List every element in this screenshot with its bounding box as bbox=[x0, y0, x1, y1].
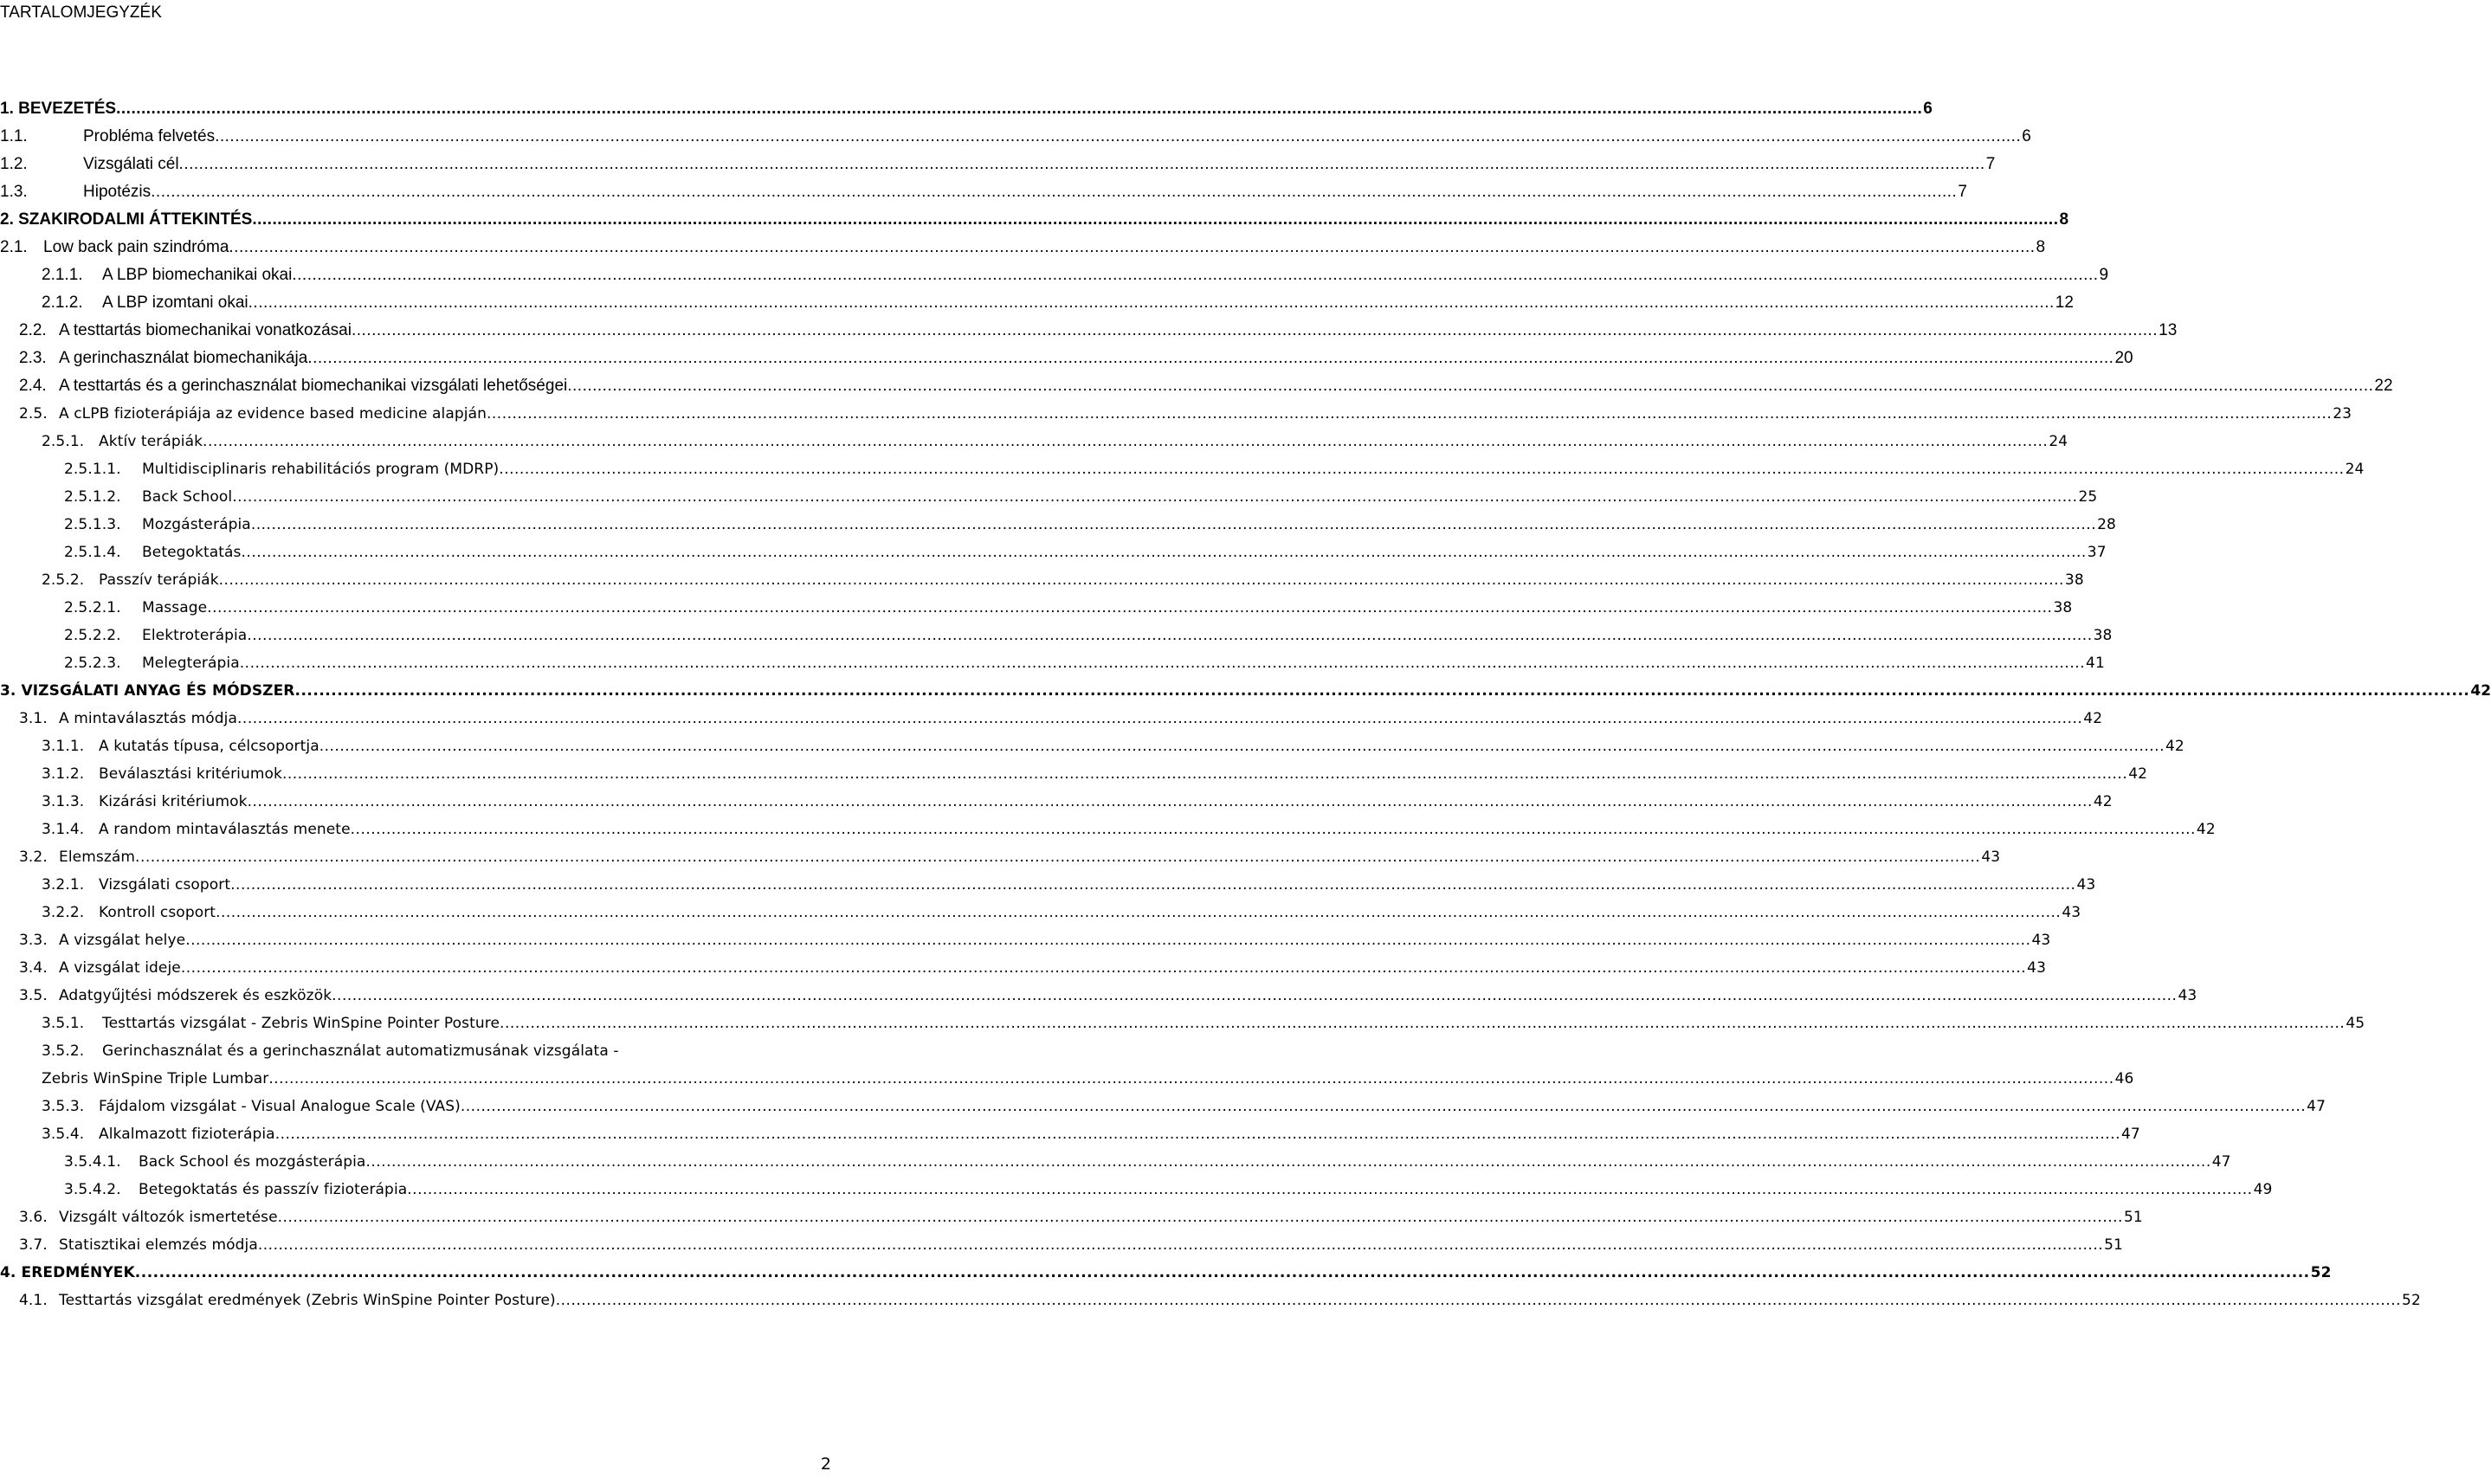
toc-entry-page: 7 bbox=[1985, 155, 1996, 173]
page-title: TARTALOMJEGYZÉK bbox=[0, 3, 162, 22]
toc-entry-page: 43 bbox=[2027, 959, 2046, 977]
toc-entry-title: Testtartás vizsgálat - Zebris WinSpine Pointer Posture bbox=[102, 1015, 500, 1032]
toc-entry-page: 25 bbox=[2078, 488, 2098, 506]
toc-dot-leader bbox=[116, 100, 1922, 119]
toc-dot-leader bbox=[232, 488, 2077, 506]
toc-entry-number: 2.2. bbox=[19, 321, 47, 339]
toc-entry-number: 3.3. bbox=[19, 932, 48, 949]
toc-entry-title: A mintaválasztás módja bbox=[59, 710, 238, 727]
toc-entry-title: A vizsgálat ideje bbox=[59, 959, 181, 977]
toc-entry-number: 2.5.2. bbox=[42, 571, 85, 589]
toc-entry[interactable] bbox=[42, 566, 2084, 594]
toc-entry[interactable] bbox=[0, 178, 1967, 206]
toc-entry-title: Vizsgálati cél bbox=[83, 155, 179, 173]
toc-dot-leader bbox=[215, 127, 2021, 146]
toc-entry[interactable] bbox=[19, 317, 2178, 345]
toc-entry-number: 3.5.4.2. bbox=[64, 1181, 121, 1198]
toc-dot-leader bbox=[216, 904, 2061, 921]
toc-entry-page: 13 bbox=[2159, 321, 2178, 339]
toc-entry-number: 2.5.2.1. bbox=[64, 599, 121, 616]
toc-entry[interactable] bbox=[64, 455, 2365, 483]
toc-dot-leader bbox=[251, 516, 2096, 533]
toc-entry-title: Fájdalom vizsgálat - Visual Analogue Scale (VAS) bbox=[99, 1098, 461, 1115]
toc-entry-page: 43 bbox=[2031, 932, 2051, 949]
toc-dot-leader bbox=[487, 405, 2332, 423]
toc-entry-page: 52 bbox=[2402, 1292, 2421, 1309]
toc-entry-page: 8 bbox=[2036, 238, 2046, 256]
toc-entry[interactable] bbox=[0, 123, 2031, 151]
toc-entry[interactable] bbox=[0, 234, 2046, 261]
toc-entry-title: Low back pain szindróma bbox=[43, 238, 229, 256]
toc-dot-leader bbox=[499, 461, 2344, 478]
toc-entry-number: 3.2. bbox=[19, 848, 48, 866]
toc-entry[interactable] bbox=[42, 816, 2216, 843]
toc-entry[interactable] bbox=[42, 760, 2148, 788]
toc-entry[interactable] bbox=[19, 982, 2197, 1010]
toc-entry-number: 3.5.4.1. bbox=[64, 1153, 121, 1171]
toc-entry-page: 42 bbox=[2470, 682, 2491, 700]
toc-entry-page: 23 bbox=[2333, 405, 2352, 423]
toc-dot-leader bbox=[461, 1098, 2306, 1115]
toc-entry-page: 20 bbox=[2114, 349, 2133, 367]
toc-entry-title: Probléma felvetés bbox=[83, 127, 216, 145]
toc-entry-number: 3.2.2. bbox=[42, 904, 85, 921]
toc-dot-leader bbox=[181, 959, 2026, 977]
toc-entry-title: Kontroll csoport bbox=[99, 904, 216, 921]
toc-entry-number: 3.1.2. bbox=[42, 765, 85, 783]
toc-dot-leader bbox=[295, 682, 2470, 700]
toc-entry-page: 47 bbox=[2307, 1098, 2326, 1115]
toc-entry-page: 24 bbox=[2049, 433, 2068, 450]
toc-entry[interactable] bbox=[0, 1259, 2332, 1287]
toc-dot-leader bbox=[319, 738, 2165, 755]
toc-entry-number: 2.1.1. bbox=[42, 266, 83, 284]
toc-dot-leader bbox=[151, 183, 1957, 202]
toc-entry-number: 1.2. bbox=[0, 155, 28, 173]
toc-entry-number: 3.4. bbox=[19, 959, 48, 977]
toc-entry[interactable] bbox=[42, 1010, 2365, 1037]
toc-entry-page: 41 bbox=[2086, 655, 2105, 672]
toc-entry-number: 3.5.2. bbox=[42, 1042, 85, 1060]
toc-dot-leader bbox=[278, 1209, 2123, 1226]
toc-entry-page: 47 bbox=[2120, 1126, 2140, 1143]
toc-entry[interactable] bbox=[64, 594, 2073, 622]
toc-entry-number: 2.5.1.2. bbox=[64, 488, 121, 506]
toc-dot-leader bbox=[229, 238, 2035, 257]
toc-entry[interactable] bbox=[19, 1231, 2123, 1259]
toc-entry-title: Alkalmazott fizioterápia bbox=[99, 1126, 275, 1143]
toc-dot-leader bbox=[332, 987, 2177, 1004]
toc-entry-number: 3.5.4. bbox=[42, 1126, 85, 1143]
toc-entry-number: 2.5.1.3. bbox=[64, 516, 121, 533]
toc-entry[interactable] bbox=[0, 151, 1996, 178]
toc-entry-number: 4.1. bbox=[19, 1292, 48, 1309]
toc-entry-title: Adatgyűjtési módszerek és eszközök bbox=[59, 987, 332, 1004]
toc-dot-leader bbox=[135, 1264, 2310, 1281]
toc-entry-number: 2.5.1.1. bbox=[64, 461, 121, 478]
toc-entry-number: 2.3. bbox=[19, 349, 47, 367]
toc-entry-number: 2.1. bbox=[0, 238, 28, 256]
toc-entry-title: Testtartás vizsgálat eredmények (Zebris WinSpine Pointer Posture) bbox=[59, 1292, 556, 1309]
toc-dot-leader bbox=[282, 765, 2127, 783]
page-number: 2 bbox=[820, 1455, 831, 1474]
toc-dot-leader bbox=[365, 1153, 2210, 1171]
toc-entry[interactable] bbox=[42, 1120, 2140, 1148]
toc-entry[interactable] bbox=[19, 954, 2046, 982]
toc-entry-number: 4. EREDMÉNYEK bbox=[0, 1264, 135, 1281]
toc-entry-page: 46 bbox=[2114, 1070, 2134, 1087]
toc-entry-page: 43 bbox=[2076, 876, 2096, 894]
toc-entry-page: 22 bbox=[2374, 377, 2393, 395]
toc-entry-page: 37 bbox=[2087, 544, 2107, 561]
toc-entry-title: A gerinchasználat biomechanikája bbox=[59, 349, 308, 367]
toc-entry[interactable] bbox=[64, 622, 2113, 649]
toc-entry-page: 49 bbox=[2253, 1181, 2273, 1198]
toc-entry-number: 2.5. bbox=[19, 405, 48, 423]
toc-entry-number: 3.6. bbox=[19, 1209, 48, 1226]
toc-entry-page: 51 bbox=[2104, 1236, 2123, 1254]
toc-entry-title: A testtartás biomechanikai vonatkozásai bbox=[59, 321, 352, 339]
toc-dot-leader bbox=[230, 876, 2075, 894]
toc-dot-leader bbox=[292, 266, 2098, 285]
toc-entry-page: 43 bbox=[1981, 848, 2001, 866]
toc-entry-number: 3.5. bbox=[19, 987, 48, 1004]
toc-entry-number: 2.5.1. bbox=[42, 433, 85, 450]
toc-entry[interactable] bbox=[19, 400, 2352, 428]
toc-entry[interactable] bbox=[42, 428, 2068, 455]
toc-entry-page: 38 bbox=[2053, 599, 2073, 616]
toc-dot-leader bbox=[248, 294, 2055, 313]
toc-entry-page: 9 bbox=[2099, 266, 2109, 284]
toc-entry-page: 7 bbox=[1958, 183, 1967, 201]
toc-dot-leader bbox=[556, 1292, 2401, 1309]
toc-entry[interactable] bbox=[0, 206, 2069, 234]
toc-entry-page: 12 bbox=[2055, 294, 2074, 312]
toc-entry-title: Mozgásterápia bbox=[142, 516, 251, 533]
toc-entry-number: 2.1.2. bbox=[42, 294, 83, 312]
toc-entry-title: Back School és mozgásterápia bbox=[139, 1153, 366, 1171]
toc-entry-page: 42 bbox=[2083, 710, 2103, 727]
toc-dot-leader bbox=[179, 155, 1985, 174]
toc-dot-leader bbox=[258, 1236, 2103, 1254]
toc-entry[interactable] bbox=[64, 649, 2105, 677]
toc-entry-page: 42 bbox=[2093, 793, 2113, 810]
toc-entry-title: Hipotézis bbox=[83, 183, 152, 201]
toc-entry[interactable] bbox=[64, 1176, 2273, 1203]
toc-entry-page: 6 bbox=[2022, 127, 2031, 145]
toc-entry-title: Elemszám bbox=[59, 848, 136, 866]
toc-entry-number: 3. VIZSGÁLATI ANYAG ÉS MÓDSZER bbox=[0, 682, 295, 700]
toc-entry[interactable] bbox=[42, 732, 2184, 760]
toc-dot-leader bbox=[407, 1181, 2252, 1198]
toc-entry-page: 6 bbox=[1923, 100, 1933, 118]
toc-entry[interactable] bbox=[42, 1093, 2326, 1120]
toc-dot-leader bbox=[247, 627, 2092, 644]
toc-entry-title: A testtartás és a gerinchasználat biomechanikai vizsgálati lehetőségei bbox=[59, 377, 568, 395]
toc-entry-title: Multidisciplinaris rehabilitációs program (MDRP) bbox=[142, 461, 500, 478]
toc-entry-title: Melegterápia bbox=[142, 655, 240, 672]
toc-entry[interactable] bbox=[42, 261, 2109, 289]
toc-entry-number: 3.7. bbox=[19, 1236, 48, 1254]
toc-entry[interactable] bbox=[42, 1065, 2134, 1093]
toc-entry-number: 3.1.3. bbox=[42, 793, 85, 810]
toc-entry-title: Back School bbox=[142, 488, 233, 506]
toc-dot-leader bbox=[252, 210, 2058, 229]
toc-entry-title: Passzív terápiák bbox=[99, 571, 219, 589]
toc-entry-page: 38 bbox=[2064, 571, 2084, 589]
toc-entry-title: A cLPB fizioterápiája az evidence based medicine alapján bbox=[59, 405, 487, 423]
toc-entry-page: 38 bbox=[2093, 627, 2113, 644]
toc-entry-number: 2.5.2.3. bbox=[64, 655, 121, 672]
toc-dot-leader bbox=[268, 1070, 2113, 1087]
toc-entry-title: A LBP izomtani okai bbox=[102, 294, 248, 312]
toc-entry[interactable] bbox=[19, 705, 2103, 732]
toc-entry-title: Beválasztási kritériumok bbox=[99, 765, 282, 783]
toc-entry-title: Elektroterápia bbox=[142, 627, 248, 644]
toc-dot-leader bbox=[242, 544, 2087, 561]
toc-entry-page: 28 bbox=[2097, 516, 2116, 533]
toc-entry-number: 2.5.2.2. bbox=[64, 627, 121, 644]
toc-entry[interactable] bbox=[42, 871, 2096, 899]
toc-entry-number: 3.1. bbox=[19, 710, 48, 727]
toc-entry-title: Zebris WinSpine Triple Lumbar bbox=[42, 1070, 269, 1087]
toc-entry[interactable] bbox=[0, 95, 1933, 123]
toc-entry-number: 3.1.4. bbox=[42, 821, 85, 838]
toc-entry[interactable] bbox=[19, 926, 2051, 954]
toc-entry-number: 3.1.1. bbox=[42, 738, 85, 755]
toc-entry-page: 42 bbox=[2196, 821, 2216, 838]
toc-entry-number: 1.1. bbox=[0, 127, 28, 145]
toc-entry-page: 42 bbox=[2165, 738, 2184, 755]
toc-entry-title: Vizsgálati csoport bbox=[99, 876, 231, 894]
toc-dot-leader bbox=[351, 821, 2196, 838]
toc-dot-leader bbox=[567, 377, 2373, 396]
toc-entry-number: 1. BEVEZETÉS bbox=[0, 100, 117, 118]
toc-entry[interactable] bbox=[42, 788, 2113, 816]
toc-entry-title: Statisztikai elemzés módja bbox=[59, 1236, 258, 1254]
toc-entry[interactable] bbox=[19, 372, 2393, 400]
toc-entry-number: 3.2.1. bbox=[42, 876, 85, 894]
toc-entry[interactable] bbox=[19, 843, 2001, 871]
toc-dot-leader bbox=[248, 793, 2093, 810]
toc-entry-title: Kizárási kritériumok bbox=[99, 793, 248, 810]
toc-dot-leader bbox=[203, 433, 2048, 450]
toc-entry-title: A kutatás típusa, célcsoportja bbox=[99, 738, 319, 755]
toc-entry[interactable] bbox=[19, 345, 2133, 372]
toc-entry-page: 45 bbox=[2346, 1015, 2365, 1032]
toc-entry[interactable] bbox=[64, 539, 2107, 566]
toc-entry[interactable] bbox=[42, 1037, 762, 1065]
toc-entry[interactable] bbox=[19, 1203, 2143, 1231]
toc-dot-leader bbox=[352, 321, 2158, 340]
toc-entry-page: 52 bbox=[2310, 1264, 2332, 1281]
toc-entry-title: Aktív terápiák bbox=[99, 433, 203, 450]
toc-entry-number: 3.5.1. bbox=[42, 1015, 85, 1032]
toc-entry[interactable] bbox=[42, 899, 2081, 926]
toc-entry[interactable] bbox=[42, 289, 2074, 317]
toc-dot-leader bbox=[240, 655, 2085, 672]
toc-entry-page: 8 bbox=[2059, 210, 2069, 229]
toc-entry-title: Betegoktatás bbox=[142, 544, 242, 561]
toc-dot-leader bbox=[219, 571, 2064, 589]
toc-entry-number: 2.4. bbox=[19, 377, 47, 395]
toc-entry[interactable] bbox=[64, 511, 2116, 539]
toc-entry-title: A LBP biomechanikai okai bbox=[102, 266, 293, 284]
toc-entry-title: A vizsgálat helye bbox=[59, 932, 186, 949]
toc-dot-leader bbox=[500, 1015, 2345, 1032]
toc-entry-number: 2. SZAKIRODALMI ÁTTEKINTÉS bbox=[0, 210, 253, 229]
toc-entry-title: Gerinchasználat és a gerinchasználat automatizmusának vizsgálata - bbox=[102, 1042, 619, 1060]
toc-entry-title: Betegoktatás és passzív fizioterápia bbox=[139, 1181, 408, 1198]
toc-entry-number: 1.3. bbox=[0, 183, 28, 201]
toc-entry-title: A random mintaválasztás menete bbox=[99, 821, 351, 838]
toc-dot-leader bbox=[307, 349, 2113, 368]
toc-entry-page: 43 bbox=[2062, 904, 2081, 921]
toc-entry-title: Massage bbox=[142, 599, 208, 616]
toc-entry[interactable] bbox=[64, 483, 2098, 511]
toc-dot-leader bbox=[135, 848, 1980, 866]
toc-entry[interactable] bbox=[19, 1287, 2421, 1314]
toc-entry-page: 47 bbox=[2211, 1153, 2231, 1171]
toc-dot-leader bbox=[207, 599, 2052, 616]
toc-entry-page: 43 bbox=[2178, 987, 2197, 1004]
toc-entry-title: Vizsgált változók ismertetése bbox=[59, 1209, 278, 1226]
toc-dot-leader bbox=[185, 932, 2030, 949]
toc-entry-page: 24 bbox=[2345, 461, 2365, 478]
toc-entry[interactable] bbox=[64, 1148, 2231, 1176]
toc-entry-number: 2.5.1.4. bbox=[64, 544, 121, 561]
toc-entry-number: 3.5.3. bbox=[42, 1098, 85, 1115]
toc-dot-leader bbox=[275, 1126, 2120, 1143]
toc-entry-page: 51 bbox=[2123, 1209, 2143, 1226]
toc-entry-page: 42 bbox=[2128, 765, 2148, 783]
toc-dot-leader bbox=[237, 710, 2082, 727]
toc-entry[interactable] bbox=[0, 677, 2491, 705]
